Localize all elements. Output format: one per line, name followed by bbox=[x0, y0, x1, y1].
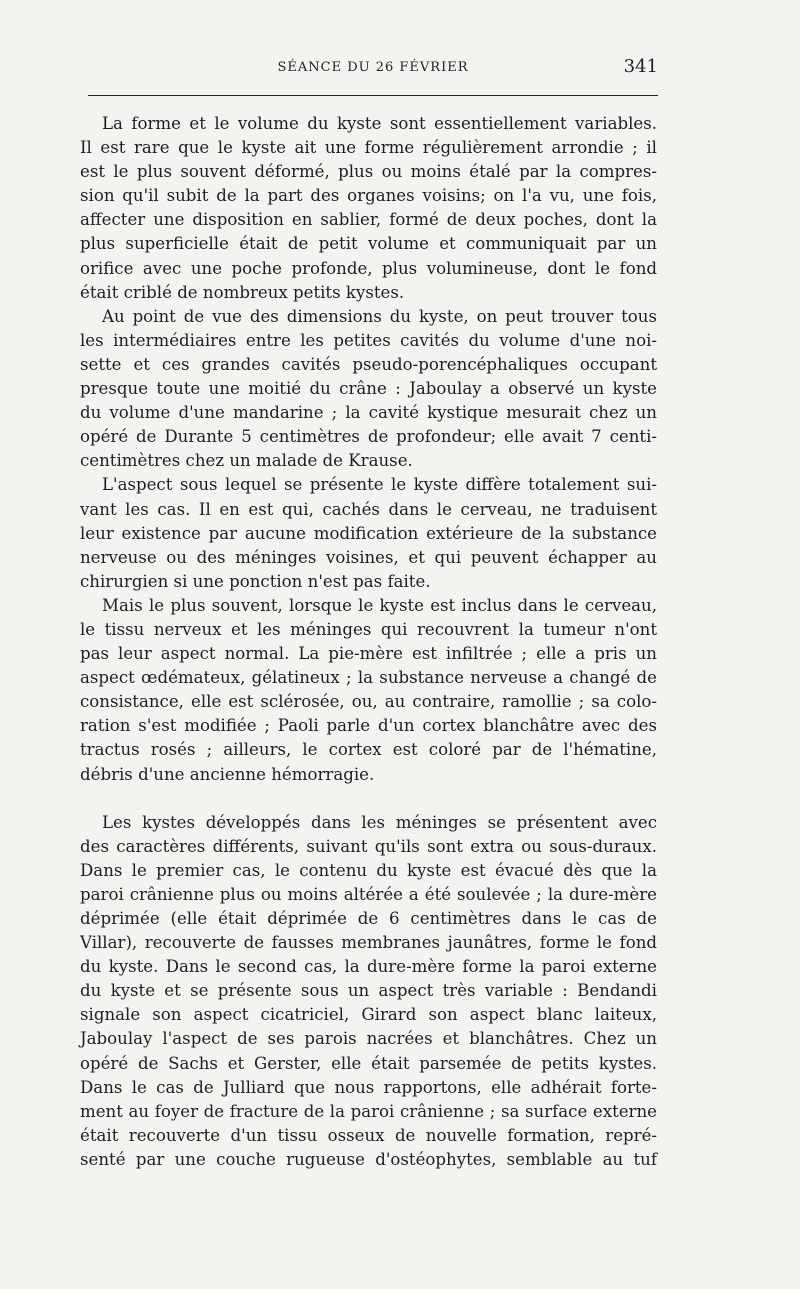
text-line: Au point de vue des dimensions du kyste, on peut trouver tous bbox=[102, 306, 657, 326]
text-line: chirurgien si une ponction n'est pas faite. bbox=[80, 571, 431, 591]
text-line: Mais le plus souvent, lorsque le kyste est inclus dans le cerveau, bbox=[102, 595, 657, 615]
text-line: du kyste et se présente sous un aspect très variable : Bendandi bbox=[80, 981, 657, 1001]
text-line: orifice avec une poche profonde, plus volumineuse, dont le fond bbox=[80, 258, 657, 278]
paragraph-dimensions bbox=[80, 305, 657, 474]
section-gap bbox=[80, 787, 657, 811]
text-line: pas leur aspect normal. La pie-mère est infiltrée ; elle a pris un bbox=[80, 644, 657, 664]
text-line: La forme et le volume du kyste sont essentiellement variables. bbox=[102, 114, 657, 133]
text-line: Dans le premier cas, le contenu du kyste est évacué dès que la bbox=[80, 860, 657, 880]
text-line: est le plus souvent déformé, plus ou moins étalé par la compres- bbox=[80, 162, 657, 182]
text-line: les intermédiaires entre les petites cavités du volume d'une noi- bbox=[80, 330, 657, 350]
text-line: déprimée (elle était déprimée de 6 centimètres dans le cas de bbox=[80, 909, 657, 928]
text-line: paroi crânienne plus ou moins altérée a été soulevée ; la dure-mère bbox=[80, 884, 657, 904]
page-number: 341 bbox=[623, 56, 658, 77]
text-line: du kyste. Dans le second cas, la dure-mère forme la paroi externe bbox=[80, 957, 657, 977]
text-line: Les kystes développés dans les méninges se présentent avec bbox=[102, 812, 657, 832]
text-line: le tissu nerveux et les méninges qui recouvrent la tumeur n'ont bbox=[80, 619, 657, 639]
text-line: aspect œdémateux, gélatineux ; la substance nerveuse a changé de bbox=[80, 668, 657, 688]
text-line: débris d'une ancienne hémorragie. bbox=[80, 764, 375, 784]
text-line: plus superficielle était de petit volume et communiquait par un bbox=[80, 234, 657, 254]
text-line: du volume d'une mandarine ; la cavité kystique mesurait chez un bbox=[80, 403, 657, 423]
text-line: opéré de Durante 5 centimètres de profondeur; elle avait 7 centi- bbox=[80, 427, 657, 447]
text-line: tractus rosés ; ailleurs, le cortex est coloré par de l'hématine, bbox=[80, 740, 657, 760]
running-title: SÉANCE DU 26 FÉVRIER bbox=[277, 60, 469, 75]
running-head bbox=[88, 56, 658, 80]
text-line: sion qu'il subit de la part des organes voisins; on l'a vu, une fois, bbox=[80, 186, 657, 206]
text-line: senté par une couche rugueuse d'ostéophytes, semblable au tuf bbox=[80, 1149, 657, 1169]
text-line: ment au foyer de fracture de la paroi crânienne ; sa surface externe bbox=[80, 1101, 657, 1121]
body-text bbox=[80, 112, 657, 1172]
text-line: L'aspect sous lequel se présente le kyste diffère totalement sui- bbox=[102, 475, 657, 495]
text-line: opéré de Sachs et Gerster, elle était parsemée de petits kystes. bbox=[80, 1053, 657, 1073]
text-line: vant les cas. Il en est qui, cachés dans le cerveau, ne traduisent bbox=[80, 499, 657, 519]
text-line: presque toute une moitié du crâne : Jaboulay a observé un kyste bbox=[80, 379, 657, 399]
text-line: nerveuse ou des méninges voisines, et qui peuvent échapper au bbox=[80, 547, 657, 567]
text-line: des caractères différents, suivant qu'ils sont extra ou sous-duraux. bbox=[80, 836, 657, 856]
header-rule bbox=[88, 95, 658, 96]
paragraph-aspect bbox=[80, 473, 657, 593]
paragraph-nervous-tissue bbox=[80, 594, 657, 787]
text-line: signale son aspect cicatriciel, Girard son aspect blanc laiteux, bbox=[80, 1005, 657, 1025]
text-line: était criblé de nombreux petits kystes. bbox=[80, 282, 405, 302]
text-line: affecter une disposition en sablier, formé de deux poches, dont la bbox=[80, 210, 657, 230]
text-line: Villar), recouverte de fausses membranes jaunâtres, forme le fond bbox=[80, 933, 657, 953]
text-line: leur existence par aucune modification extérieure de la substance bbox=[80, 523, 657, 543]
text-line: Dans le cas de Julliard que nous rapportons, elle adhérait forte- bbox=[80, 1077, 657, 1097]
text-line: consistance, elle est sclérosée, ou, au contraire, ramollie ; sa colo- bbox=[80, 692, 657, 712]
text-line: sette et ces grandes cavités pseudo-porencéphaliques occupant bbox=[80, 354, 657, 374]
paragraph-meninges bbox=[80, 811, 657, 1172]
paragraph-form-volume bbox=[80, 112, 657, 305]
text-line: Il est rare que le kyste ait une forme régulièrement arrondie ; il bbox=[80, 138, 657, 158]
text-line: ration s'est modifiée ; Paoli parle d'un cortex blanchâtre avec des bbox=[80, 716, 657, 736]
text-line: Jaboulay l'aspect de ses parois nacrées et blanchâtres. Chez un bbox=[80, 1029, 657, 1049]
text-line: était recouverte d'un tissu osseux de nouvelle formation, repré- bbox=[80, 1125, 657, 1145]
text-line: centimètres chez un malade de Krause. bbox=[80, 451, 413, 471]
